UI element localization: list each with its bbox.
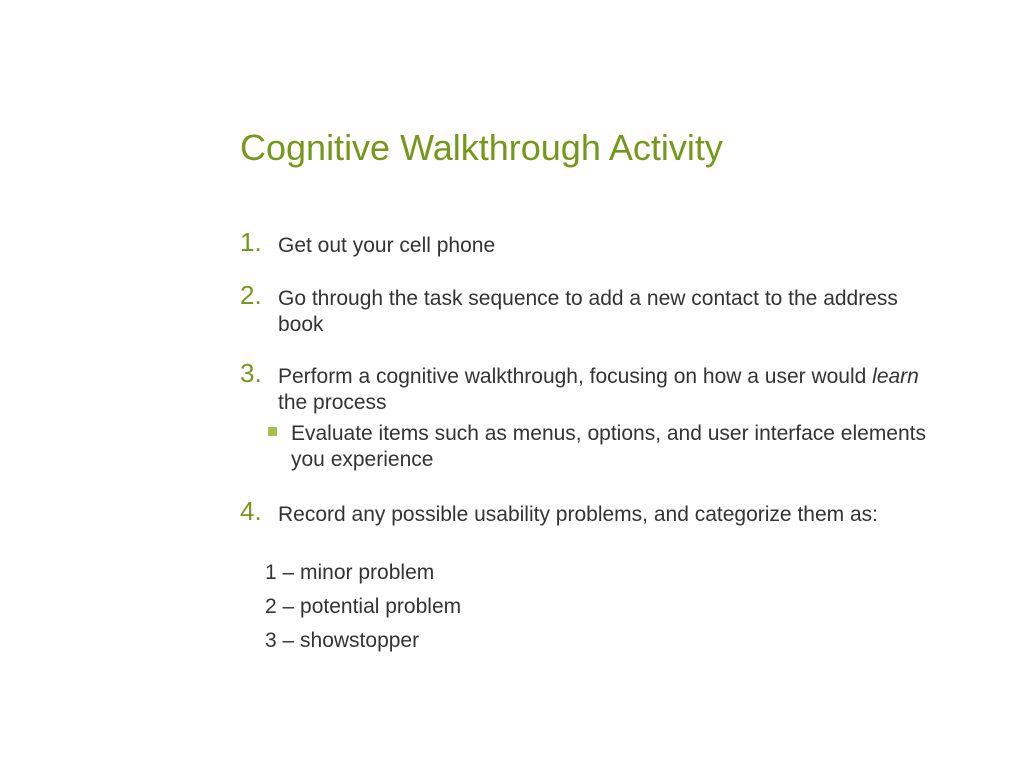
step-text-emphasis: learn xyxy=(872,365,919,388)
step-number: 1. xyxy=(240,227,262,257)
category-item-3: 3 – showstopper xyxy=(265,629,420,652)
slide-title: Cognitive Walkthrough Activity xyxy=(240,127,723,168)
category-item-1: 1 – minor problem xyxy=(265,561,435,584)
step-text: Get out your cell phone xyxy=(278,234,496,257)
square-bullet-icon xyxy=(268,427,277,436)
category-item-2: 2 – potential problem xyxy=(265,595,462,618)
step-text: Record any possible usability problems, and categorize them as: xyxy=(278,503,878,526)
step-text-end: the process xyxy=(278,391,387,414)
step-text: Go through the task sequence to add a new contact to the address book xyxy=(278,287,898,336)
step-text xyxy=(278,364,928,416)
step-number: 3. xyxy=(240,358,262,388)
step-number: 4. xyxy=(240,496,262,526)
step-text-start: Perform a cognitive walkthrough, focusing on how a user would xyxy=(278,365,873,388)
sub-bullet-text: Evaluate items such as menus, options, and user interface elements you experience xyxy=(291,422,927,471)
step-number: 2. xyxy=(240,280,262,310)
